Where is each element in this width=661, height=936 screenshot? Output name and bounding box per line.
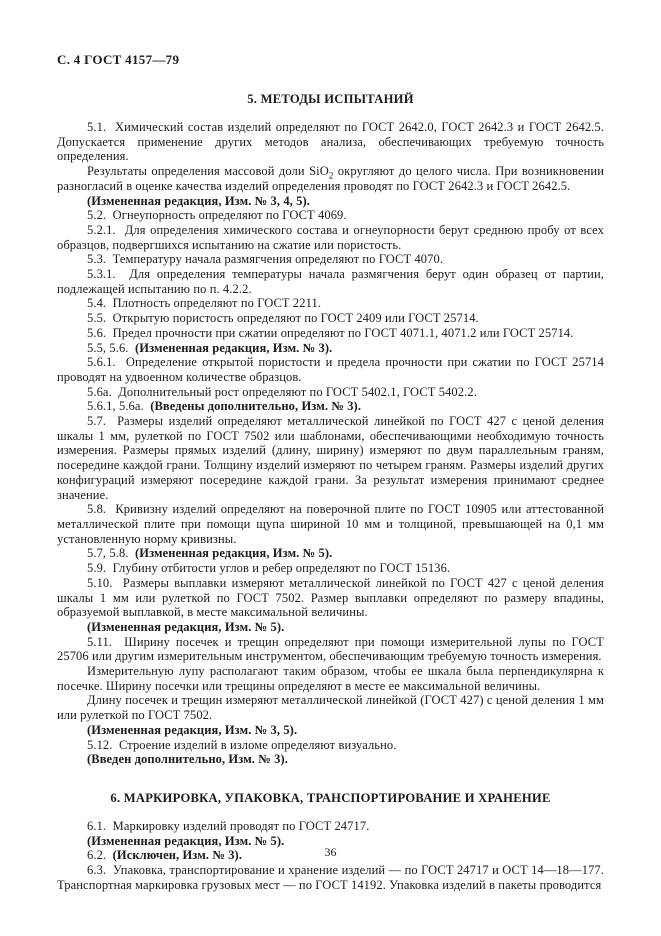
- bold-text-run: (Введен дополнительно, Изм. № 3).: [87, 752, 288, 767]
- section-title: 6. МАРКИРОВКА, УПАКОВКА, ТРАНСПОРТИРОВАНИЕ И ХРАНЕНИЕ: [110, 790, 551, 805]
- paragraph: [57, 620, 604, 635]
- text-run: Измерительную лупу располагают таким образом, чтобы ее шкала была перпендикулярна к посечке. Ширину посечки или трещины определяют в месте ее максимальной величины.: [57, 664, 604, 693]
- text-run: 5.7. Размеры изделий определяют металлической линейкой по ГОСТ 427 с ценой деления шкалы 1 мм, рулеткой по ГОСТ 7502 или шаблонами, обеспечивающими необходимую точность измерения. Размеры прямых изделий (длину, ширину) измеряют по двум параллельным граням, посередине каждой грани. Толщину изделий измеряют по четырем граням. Размеры изделий других конфигураций измеряют посередине каждой грани. За результат измерения принимают среднее значение.: [57, 414, 604, 502]
- paragraph: [57, 120, 604, 164]
- text-run: 6.3. Упаковка, транспортирование и хранение изделий — по ГОСТ 24717 и ОСТ 14—18—177. Транспортная маркировка грузовых мест — по ГОСТ 14192. Упаковка изделий в пакеты проводится: [57, 863, 604, 892]
- section-title: 5. МЕТОДЫ ИСПЫТАНИЙ: [247, 92, 414, 106]
- paragraph: [57, 576, 604, 620]
- text-run: Результаты определения массовой доли SiO: [87, 164, 329, 179]
- paragraph: [57, 502, 604, 546]
- bold-text-run: (Введены дополнительно, Изм. № 3).: [150, 399, 362, 414]
- paragraph: [57, 223, 604, 252]
- text-run: 5.11. Ширину посечек и трещин определяют при помощи измерительной лупы по ГОСТ 25706 или другим измерительным инструментом, обеспечивающим требуемую точность измерения.: [57, 634, 604, 664]
- paragraph: [57, 635, 604, 664]
- text-run: 5.3.1. Для определения температуры начала размягчения берут один образец от партии, подлежащей испытанию по п. 4.2.2.: [57, 267, 604, 296]
- text-run: 5.8. Кривизну изделий определяют на поверочной плите по ГОСТ 10905 или аттестованной металлической плите при помощи щупа шириной 10 мм и толщиной, превышающей на 0,1 мм установленную норму кривизны.: [57, 502, 604, 546]
- paragraph: [57, 414, 604, 502]
- document-content: [57, 92, 604, 892]
- text-run: 5.10. Размеры выплавки измеряют металлической линейкой по ГОСТ 427 с ценой деления шкалы 1 мм или рулеткой по ГОСТ 7502. Размер выплавки определяют по размеру впадины, образуемой выплавкой, в месте максимальной величины.: [57, 575, 604, 620]
- paragraph: [57, 664, 604, 693]
- bold-text-run: (Измененная редакция, Изм. № 5).: [87, 619, 285, 634]
- paragraph: [57, 723, 604, 738]
- text-run: 5.2. Огнеупорность определяют по ГОСТ 4069.: [87, 208, 347, 223]
- bold-text-run: (Измененная редакция, Изм. № 3, 5).: [87, 722, 298, 737]
- paragraph: [57, 399, 604, 414]
- paragraph: [57, 326, 604, 341]
- paragraph: [57, 752, 604, 767]
- paragraph: [57, 693, 604, 722]
- paragraph: [57, 355, 604, 384]
- paragraph: [57, 546, 604, 561]
- bold-text-run: (Измененная редакция, Изм. № 3).: [134, 340, 333, 355]
- text-run: 5.6.1, 5.6а.: [87, 399, 151, 414]
- text-run: 5.2.1. Для определения химического состава и огнеупорности берут среднюю пробу от всех образцов, подвергшихся испытанию на сжатие или пористость.: [57, 222, 604, 252]
- paragraph: [57, 252, 604, 267]
- text-run: 6.1. Маркировку изделий проводят по ГОСТ 24717.: [87, 818, 370, 833]
- paragraph: [57, 561, 604, 576]
- text-run: 5.6.1. Определение открытой пористости и предела прочности при сжатии по ГОСТ 25714 проводят на удвоенном количестве образцов.: [57, 355, 604, 384]
- text-run: 6.2.: [87, 848, 113, 863]
- text-run: 5.12. Строение изделий в изломе определяют визуально.: [87, 737, 397, 752]
- text-run: Длину посечек и трещин измеряют металлической линейкой (ГОСТ 427) с ценой деления 1 мм или рулеткой по ГОСТ 7502.: [57, 693, 604, 723]
- text-run: 5.7, 5.8.: [87, 546, 135, 561]
- bold-text-run: (Измененная редакция, Изм. № 3, 4, 5).: [87, 193, 310, 208]
- text-run: 5.5. Открытую пористость определяют по ГОСТ 2409 или ГОСТ 25714.: [87, 311, 479, 326]
- text-run: округляют до целого числа. При возникновении разногласий в оценке качества изделий определения проводят по ГОСТ 2642.3 и ГОСТ 2642.5.: [57, 164, 604, 193]
- paragraph: [57, 194, 604, 209]
- text-run: 5.3. Температуру начала размягчения определяют по ГОСТ 4070.: [87, 252, 444, 267]
- paragraph: [57, 738, 604, 753]
- paragraph: [57, 341, 604, 356]
- paragraph: [57, 296, 604, 311]
- text-run: 5.5, 5.6.: [87, 340, 135, 355]
- paragraph: [57, 208, 604, 223]
- paragraph: [57, 164, 604, 193]
- bold-text-run: (Измененная редакция, Изм. № 5).: [87, 833, 285, 848]
- text-run: 5.4. Плотность определяют по ГОСТ 2211.: [87, 296, 322, 311]
- text-run: 5.6а. Дополнительный рост определяют по ГОСТ 5402.1, ГОСТ 5402.2.: [87, 384, 477, 399]
- document-header: С. 4 ГОСТ 4157—79: [57, 52, 180, 67]
- text-run: 5.1. Химический состав изделий определяют по ГОСТ 2642.0, ГОСТ 2642.3 и ГОСТ 2642.5. Допускается применение других методов анализа, обеспечивающих требуемую точность определения.: [57, 120, 604, 164]
- paragraph: [57, 385, 604, 400]
- bold-text-run: (Измененная редакция, Изм. № 5).: [134, 546, 333, 561]
- paragraph: [57, 311, 604, 326]
- page-number: 36: [324, 845, 337, 859]
- paragraph: [57, 267, 604, 296]
- subscript-text: 2: [328, 170, 334, 181]
- paragraph: [57, 819, 604, 834]
- paragraph: [57, 863, 604, 892]
- bold-text-run: (Исключен, Изм. № 3).: [112, 848, 243, 863]
- text-run: 5.9. Глубину отбитости углов и ребер определяют по ГОСТ 15136.: [87, 561, 451, 576]
- text-run: 5.6. Предел прочности при сжатии определяют по ГОСТ 4071.1, 4071.2 или ГОСТ 25714.: [87, 325, 574, 340]
